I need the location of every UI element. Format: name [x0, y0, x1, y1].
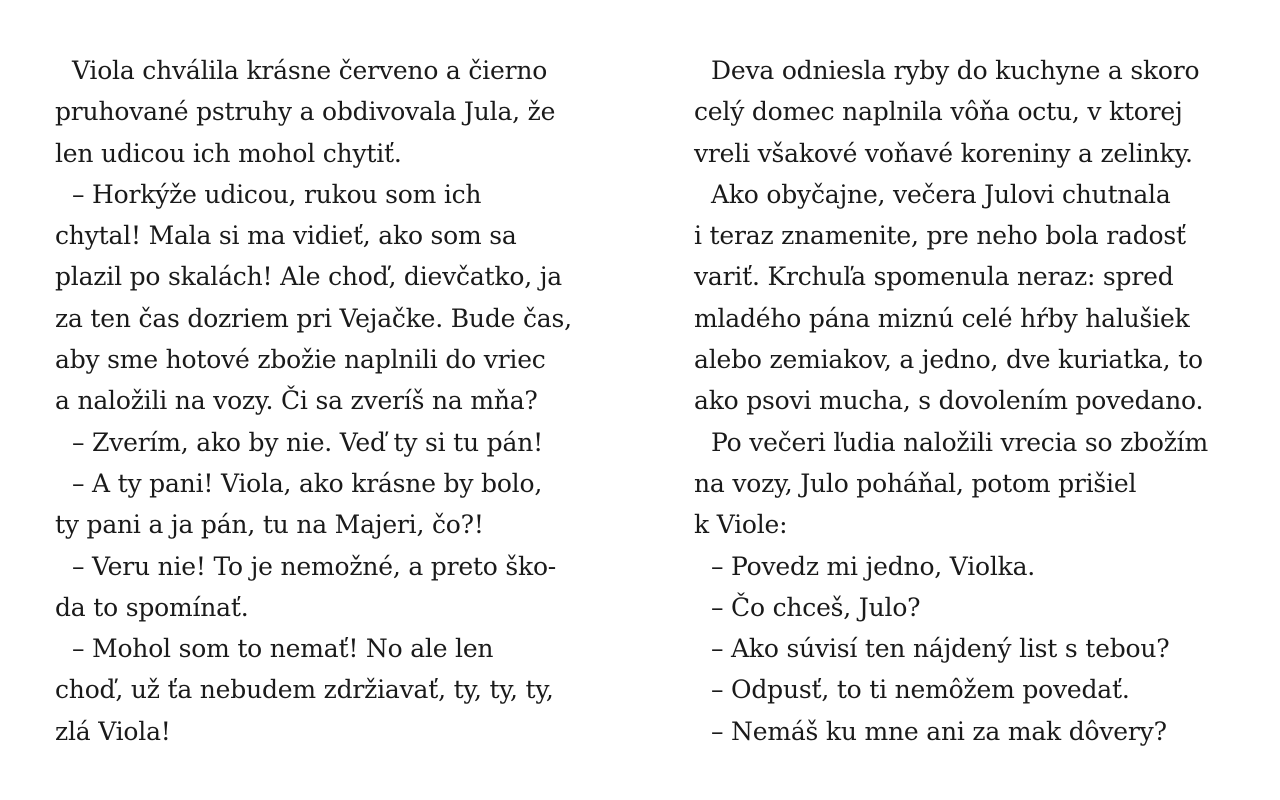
- right-page-line: alebo zemiakov, a jedno, dve kuriatka, to: [694, 345, 1203, 375]
- right-page-line: variť. Krchuľa spomenula neraz: spred: [694, 262, 1174, 292]
- left-page-line: da to spomínať.: [55, 592, 249, 622]
- left-page-line: Viola chválila krásne červeno a čierno: [72, 56, 548, 85]
- right-page-line: – Čo chceš, Julo?: [711, 592, 921, 622]
- right-page-line: na vozy, Julo poháňal, potom prišiel: [694, 468, 1137, 498]
- right-page-line: ako psovi mucha, s dovolením povedano.: [694, 386, 1204, 416]
- right-page-line: mladého pána miznú celé hŕby halušiek: [694, 303, 1190, 333]
- left-page-line: – Veru nie! To je nemožné, a preto ško-: [72, 551, 557, 581]
- right-page-line: Po večeri ľudia naložili vrecia so zbožím: [711, 427, 1208, 457]
- right-page-line: – Ako súvisí ten nájdený list s tebou?: [711, 634, 1170, 664]
- left-page-line: len udicou ich mohol chytiť.: [55, 138, 402, 168]
- right-page-line: Deva odniesla ryby do kuchyne a skoro: [711, 56, 1200, 85]
- right-page-line: – Nemáš ku mne ani za mak dôvery?: [711, 716, 1167, 746]
- right-page-line: celý domec naplnila vôňa octu, v ktorej: [694, 97, 1183, 127]
- left-page-line: ty pani a ja pán, tu na Majeri, čo?!: [55, 510, 484, 540]
- right-page: [694, 50, 1234, 752]
- left-page-line: – Zverím, ako by nie. Veď ty si tu pán!: [72, 427, 543, 457]
- left-page-line: plazil po skalách! Ale choď, dievčatko, ja: [55, 262, 562, 292]
- left-page: [55, 50, 595, 752]
- left-page-line: za ten čas dozriem pri Vejačke. Bude čas,: [55, 303, 572, 333]
- left-page-line: – Mohol som to nemať! No ale len: [72, 634, 494, 664]
- left-page-line: aby sme hotové zbožie naplnili do vriec: [55, 345, 546, 375]
- left-page-line: choď, už ťa nebudem zdržiavať, ty, ty, ty,: [55, 675, 554, 705]
- left-page-line: – A ty pani! Viola, ako krásne by bolo,: [72, 468, 543, 498]
- right-page-line: – Povedz mi jedno, Violka.: [711, 551, 1036, 581]
- right-page-line: – Odpusť, to ti nemôžem povedať.: [711, 675, 1130, 705]
- left-page-line: a naložili na vozy. Či sa zveríš na mňa?: [55, 386, 538, 416]
- left-page-line: chytal! Mala si ma vidieť, ako som sa: [55, 221, 517, 251]
- left-page-line: – Horkýže udicou, rukou som ich: [72, 179, 482, 209]
- left-page-line: pruhované pstruhy a obdivovala Jula, že: [55, 97, 556, 127]
- left-page-line: zlá Viola!: [55, 716, 171, 746]
- right-page-line: Ako obyčajne, večera Julovi chutnala: [711, 179, 1171, 209]
- right-page-line: k Viole:: [694, 510, 788, 540]
- right-page-line: i teraz znamenite, pre neho bola radosť: [694, 221, 1186, 251]
- right-page-line: vreli všakové voňavé koreniny a zelinky.: [694, 138, 1193, 168]
